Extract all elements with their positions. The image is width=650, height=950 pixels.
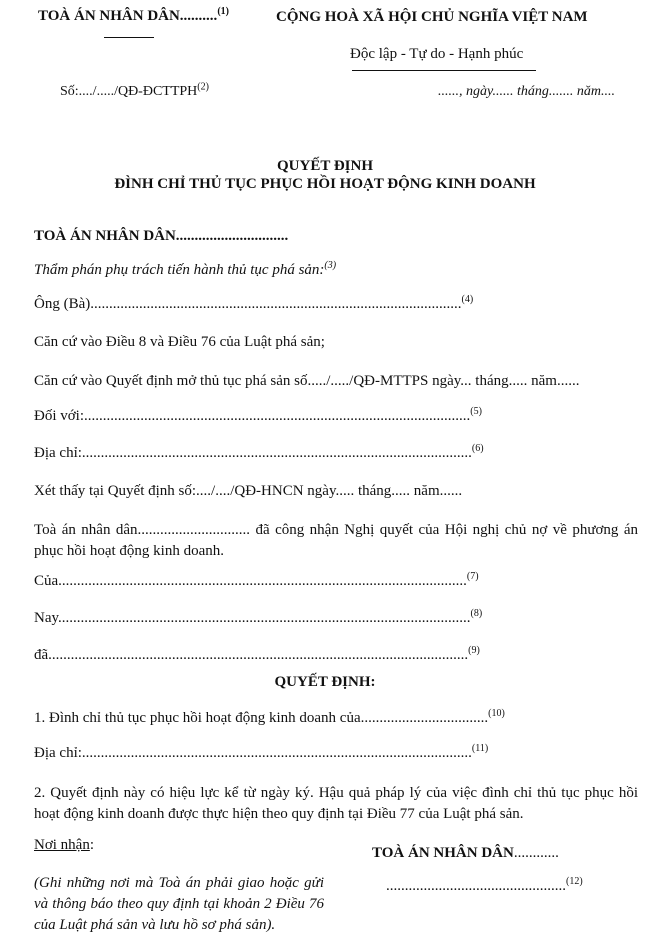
footnote-8: (8)	[470, 608, 483, 619]
signature-dots: ................................................	[386, 878, 566, 894]
issuing-court: TOÀ ÁN NHÂN DÂN..............................	[34, 228, 289, 244]
judge-label-text: Thẩm phán phụ trách tiến hành thủ tục phá sản:	[34, 262, 325, 278]
now-line	[34, 610, 482, 627]
motto-underline	[352, 70, 536, 71]
footnote-9: (9)	[468, 645, 480, 656]
court-header-underline	[104, 37, 154, 38]
republic-title: CỘNG HOÀ XÃ HỘI CHỦ NGHĨA VIỆT NAM	[276, 9, 588, 25]
decision-heading: QUYẾT ĐỊNH:	[274, 674, 376, 690]
date-line: ......, ngày...... tháng....... năm....	[438, 84, 615, 99]
footnote-10: (10)	[488, 708, 505, 719]
recipients-label-text: Nơi nhận	[34, 837, 90, 853]
has-line	[34, 647, 480, 664]
court-header	[38, 8, 229, 25]
document-title: QUYẾT ĐỊNH	[277, 158, 373, 174]
now-text: Nay..............................................................................................................	[34, 610, 471, 626]
signer-block	[372, 845, 559, 862]
footnote-5: (5)	[470, 406, 482, 417]
legal-basis-2: Căn cứ vào Quyết định mở thủ tục phá sản số...../...../QĐ-MTTPS ngày... tháng..... năm......	[34, 373, 580, 389]
of-line	[34, 573, 479, 590]
address-text-1: Địa chỉ:........................................................................................................	[34, 445, 472, 461]
recipients-colon: :	[89, 837, 95, 853]
address-text-2: Địa chỉ:........................................................................................................	[34, 745, 472, 761]
footnote-4: (4)	[461, 294, 474, 305]
legal-basis-1: Căn cứ vào Điều 8 và Điều 76 của Luật phá sản;	[34, 334, 325, 350]
court-header-text: TOÀ ÁN NHÂN DÂN..........	[38, 8, 218, 24]
address-line-2	[34, 745, 488, 762]
footnote-2: (2)	[197, 81, 209, 93]
considering-line: Xét thấy tại Quyết định số:..../..../QĐ-HNCN ngày..... tháng..... năm......	[34, 483, 463, 499]
judge-label	[34, 262, 336, 279]
footnote-11: (11)	[471, 743, 489, 754]
judge-name-line	[34, 296, 473, 313]
document-subtitle: ĐÌNH CHỈ THỦ TỤC PHỤC HỒI HOẠT ĐỘNG KINH DOANH	[114, 176, 536, 192]
recipients-label	[34, 837, 94, 854]
footnote-12: (12)	[566, 876, 583, 887]
subject-text: Đối với:.......................................................................................................	[34, 408, 471, 424]
court-recognized-paragraph: Toà án nhân dân.............................. đã công nhận Nghị quyết của Hội nghị chủ nợ về phương án phục hồi hoạt động kinh doanh.	[34, 522, 638, 559]
signer-court-dots: ............	[513, 845, 559, 861]
address-line-1	[34, 445, 484, 462]
footnote-1: (1)	[217, 6, 229, 17]
recipients-note: (Ghi những nơi mà Toà án phải giao hoặc gửi và thông báo theo quy định tại khoản 2 Điều 76 của Luật phá sản và lưu hồ sơ phá sản).	[34, 875, 324, 933]
motto: Độc lập - Tự do - Hạnh phúc	[350, 46, 524, 62]
decision-number-text: Số:..../...../QĐ-ĐCTTPH	[60, 84, 198, 99]
of-text: Của.............................................................................................................	[34, 573, 467, 589]
decision-number	[60, 81, 209, 100]
footnote-7: (7)	[466, 571, 479, 582]
footnote-6: (6)	[471, 443, 484, 454]
decision-item-1-text: 1. Đình chỉ thủ tục phục hồi hoạt động kinh doanh của..................................	[34, 710, 489, 726]
has-text: đã................................................................................................................	[34, 647, 469, 663]
subject-line	[34, 408, 482, 425]
decision-item-1	[34, 710, 505, 727]
judge-name-text: Ông (Bà)...................................................................................................	[34, 296, 462, 312]
decision-item-2: 2. Quyết định này có hiệu lực kể từ ngày ký. Hậu quả pháp lý của việc đình chỉ thủ tục phục hồi hoạt động kinh doanh được thực hiện theo quy định tại Điều 77 của Luật phá sản.	[34, 785, 638, 822]
signature-line	[386, 878, 583, 895]
footnote-3: (3)	[324, 260, 337, 271]
signer-court: TOÀ ÁN NHÂN DÂN	[372, 845, 514, 861]
